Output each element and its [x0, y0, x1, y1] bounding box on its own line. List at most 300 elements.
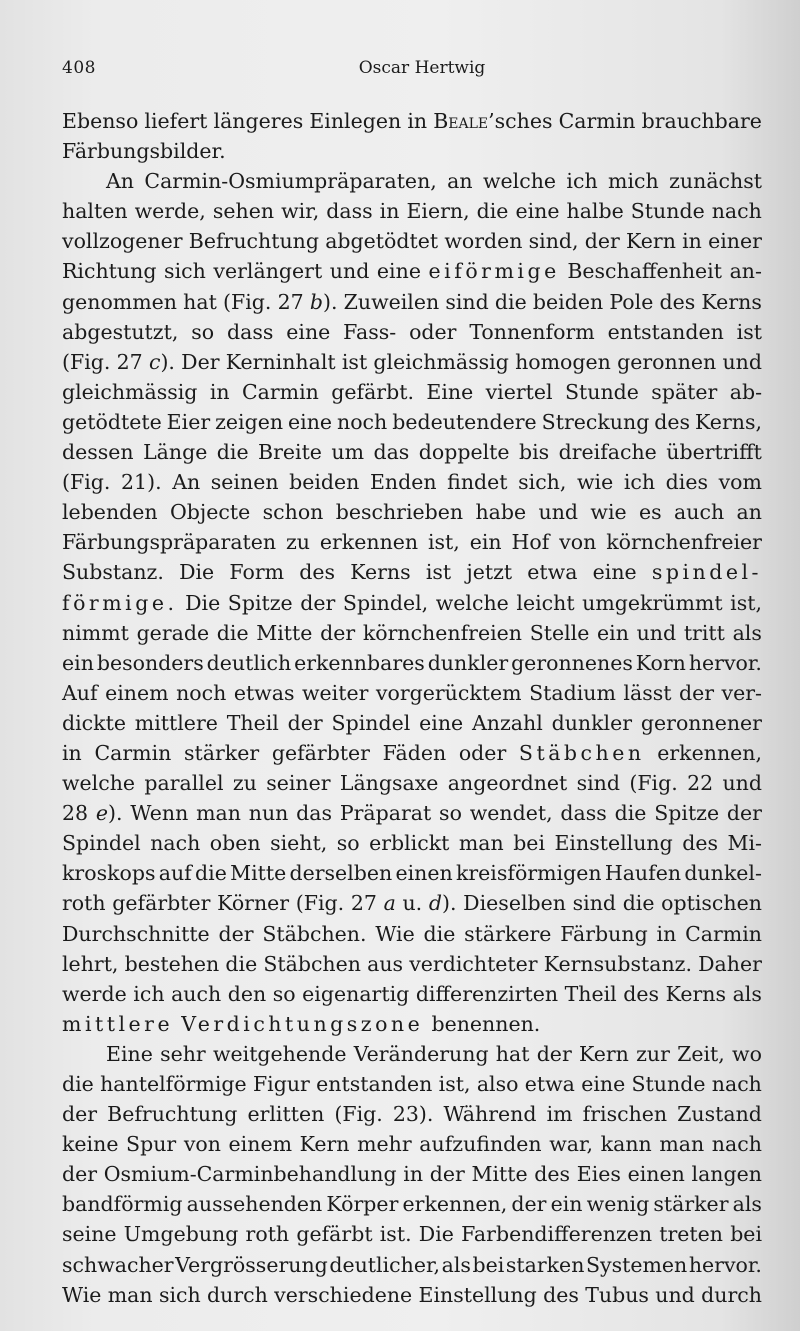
word: so [191, 319, 215, 344]
word: und [538, 500, 579, 525]
word: Anzahl [471, 710, 543, 735]
word: an [447, 169, 473, 194]
word: die [476, 199, 509, 224]
word: abgetödtet [325, 229, 439, 254]
word: (Fig. [62, 470, 111, 495]
word: Kerns, [695, 409, 762, 434]
word: vorgerücktem [375, 680, 522, 705]
word: dies [665, 470, 708, 495]
word: jetzt [466, 560, 513, 585]
word: und [655, 1282, 695, 1307]
word: Der [181, 349, 220, 374]
word: entstanden [316, 1072, 433, 1096]
word: Einstellung [554, 831, 673, 856]
word: die [195, 861, 227, 886]
word: Kern [578, 1041, 629, 1066]
word: Haufen [604, 861, 682, 886]
word: dreifache [558, 440, 657, 465]
word: Spindel, [342, 590, 429, 615]
text-line [62, 1069, 762, 1099]
word: ein [469, 530, 502, 555]
word: den [227, 981, 267, 1006]
word: erblickt [369, 831, 450, 856]
word: erkennen [319, 530, 419, 555]
word-group [149, 347, 175, 377]
word: langen [691, 1162, 762, 1187]
word: ein [550, 1192, 583, 1217]
word: welche [482, 169, 557, 194]
word: Kernsubstanz. [543, 951, 692, 976]
word: ). [442, 891, 457, 916]
text-line [62, 196, 762, 226]
word: mittlere [62, 1011, 174, 1036]
word: wenig [586, 1192, 650, 1217]
word: Spur [126, 1132, 177, 1157]
word: erlitten [247, 1102, 325, 1127]
word: stärker [184, 740, 260, 765]
word: Auf [62, 680, 98, 705]
word: oben [209, 831, 261, 856]
word: hantelförmige [100, 1072, 247, 1096]
word: gefärbt [296, 1222, 373, 1247]
word: Ebenso [62, 109, 139, 133]
word: nach [711, 1132, 762, 1157]
word: eine [581, 1072, 626, 1096]
word: deutlicher, [329, 1252, 441, 1277]
page-number: 408 [62, 58, 96, 78]
text-line [62, 1129, 762, 1159]
text-line [62, 1009, 762, 1039]
text-line [62, 648, 762, 678]
word: die [62, 1072, 94, 1096]
word: des [623, 981, 660, 1006]
word: Carmin [685, 921, 762, 946]
word: zu [232, 771, 257, 796]
word: Carmin [241, 379, 319, 404]
word: aussehenden [186, 1192, 323, 1217]
word: Kerninhalt [225, 349, 336, 374]
word: und [636, 620, 677, 645]
word: Breite [258, 440, 322, 465]
word: eine [286, 319, 331, 344]
word: 22 [687, 771, 714, 796]
word: Durchschnitte [62, 921, 210, 946]
word: in [682, 229, 702, 254]
word: Spitze [227, 590, 293, 615]
word: findet [447, 470, 508, 495]
word: Form [229, 560, 285, 585]
word: Mi- [727, 831, 762, 856]
word: Präparat [339, 801, 432, 826]
word: differenzirten [415, 981, 559, 1006]
word: bei [730, 1222, 762, 1247]
text-line [62, 497, 762, 527]
word: Länge [143, 440, 208, 465]
word: lässt [623, 680, 672, 705]
word: als [732, 981, 762, 1006]
word: die [494, 289, 527, 314]
word: der [536, 1041, 572, 1066]
text-line [62, 557, 762, 587]
word: man [659, 1132, 705, 1157]
word: doppelte [418, 440, 510, 465]
word: sind [572, 891, 617, 916]
word: Kern [299, 1132, 350, 1157]
word: Spindel [62, 831, 141, 856]
word: einem [228, 1132, 293, 1157]
word: sich [164, 259, 206, 284]
word: nimmt [62, 620, 129, 645]
word: so [439, 801, 462, 826]
word: angeordnet [447, 771, 568, 796]
word: dunkler [427, 650, 509, 675]
word: Tubus [585, 1282, 649, 1307]
word: die [423, 921, 456, 946]
word: Beschaffenheit [567, 259, 722, 284]
word: Wie [375, 921, 415, 946]
word: die [216, 440, 249, 465]
word: etwa [527, 560, 578, 585]
text-line [62, 317, 762, 347]
word: zur [636, 1041, 670, 1066]
word: stärker [653, 1192, 729, 1217]
word-group [429, 888, 457, 918]
word: ein [597, 620, 629, 645]
word: ist [425, 560, 452, 585]
word: sich, [518, 470, 567, 495]
word-group [310, 287, 338, 317]
word: Wie [62, 1282, 102, 1307]
text-line [62, 738, 762, 768]
word: der [320, 620, 356, 645]
word: Die [185, 590, 221, 615]
word: Einstellung [418, 1282, 537, 1307]
word: mich [608, 169, 659, 194]
word: ’sches [488, 109, 553, 133]
word: mehr [357, 1132, 412, 1157]
word: derselben [289, 861, 393, 886]
word: durch [701, 1282, 762, 1307]
word: Zuweilen [343, 289, 440, 314]
text-line [62, 1219, 762, 1249]
word: als [732, 620, 762, 645]
word: Kern [626, 229, 676, 254]
text-line [62, 226, 762, 256]
word: halbe [566, 199, 624, 224]
text-line [62, 166, 762, 196]
word: Veränderung [353, 1041, 489, 1066]
word: und [722, 771, 762, 796]
word: a [383, 891, 396, 916]
word: Eine [106, 1041, 153, 1066]
word: so [336, 831, 360, 856]
word: 27 [350, 891, 377, 916]
word: weitgehende [212, 1041, 347, 1066]
word: etwa [524, 1072, 575, 1096]
word: Theil [564, 981, 617, 1006]
word: des [659, 289, 696, 314]
word: Korn [635, 650, 686, 675]
word: längeres [213, 109, 304, 133]
word: treten [659, 1222, 723, 1247]
word: gleichmässig [373, 349, 509, 374]
word: Tonnenform [469, 319, 595, 344]
word: Zustand [677, 1102, 762, 1127]
word: man [107, 1282, 153, 1307]
word: vom [718, 470, 762, 495]
word: wie [590, 500, 627, 525]
word: beiden [532, 289, 604, 314]
word: bandförmig [62, 1192, 183, 1217]
word: starken [505, 1252, 585, 1277]
word: und [329, 259, 370, 284]
word: Färbungsbilder. [62, 139, 226, 164]
word: also [476, 1072, 519, 1096]
word: bedeutendere [392, 409, 537, 434]
word: Fass- [343, 319, 397, 344]
word: Kerns [350, 560, 411, 585]
word: wir, [281, 199, 320, 224]
word: Spitze [654, 801, 720, 826]
word: das [373, 440, 410, 465]
word: Eies [576, 1162, 621, 1187]
word: von [559, 530, 597, 555]
word: Enden [369, 470, 437, 495]
text-line [62, 798, 762, 828]
word: vollzogener [62, 229, 183, 254]
word: zunächst [669, 169, 762, 194]
word: worden [444, 229, 523, 254]
text-line [62, 1189, 762, 1219]
word: ). [160, 349, 175, 374]
word: ist, [427, 530, 460, 555]
word: des [654, 409, 691, 434]
word: An [172, 470, 201, 495]
word: der [218, 921, 254, 946]
word: ). [322, 289, 338, 314]
word: ver- [721, 680, 762, 705]
word: Eiern, [406, 199, 470, 224]
word: verlängert [213, 259, 323, 284]
word: Körper [326, 1192, 399, 1217]
word: Wenn [130, 801, 189, 826]
word: einer [708, 229, 762, 254]
word: An [106, 169, 135, 194]
word: Carmin [558, 109, 636, 133]
word: Befruchtung [188, 229, 320, 254]
page-header [62, 58, 762, 88]
text-line [62, 1280, 762, 1310]
word: eine [592, 560, 637, 585]
word: das [296, 801, 333, 826]
word: d [428, 891, 442, 916]
text-line [62, 858, 762, 888]
word: 27 [277, 289, 304, 314]
word: Kerns [665, 981, 727, 1006]
word-group [433, 106, 552, 136]
word: gefärbter [271, 740, 370, 765]
word: schon [262, 500, 324, 525]
word: erkennen, [402, 1192, 508, 1217]
word: deutlich [206, 650, 292, 675]
word: der [584, 229, 620, 254]
word: abgestutzt, [62, 319, 179, 344]
word: ist [341, 349, 368, 374]
word: der [511, 1192, 547, 1217]
text-line [62, 287, 762, 317]
word: einen [395, 861, 453, 886]
word: Farbendifferenzen [461, 1222, 653, 1247]
word: von [183, 1132, 221, 1157]
word: hervor. [688, 1252, 762, 1277]
word: dunkler [551, 710, 633, 735]
word: an- [729, 259, 762, 284]
word: nach [150, 831, 201, 856]
word: der [429, 1162, 465, 1187]
word: wendet, [469, 801, 553, 826]
word: sehr [160, 1041, 206, 1066]
word: gefärbter [112, 891, 211, 916]
word: die [225, 951, 258, 976]
word: der [62, 1162, 98, 1187]
word: entstanden [607, 319, 724, 344]
word: Pole [609, 289, 654, 314]
word: seiner [266, 771, 331, 796]
word: sind, [528, 229, 579, 254]
word: in [62, 740, 82, 765]
word: Färbung [560, 921, 648, 946]
word: Zeit, [677, 1041, 725, 1066]
word: stärkere [464, 921, 552, 946]
word: Hof [511, 530, 550, 555]
word: wie [576, 470, 614, 495]
word: förmige. [62, 590, 178, 615]
word: der [287, 710, 323, 735]
word: leicht [516, 590, 575, 615]
word: verschiedene [274, 1282, 413, 1307]
word: seinen [210, 470, 279, 495]
word: erkennen, [657, 740, 762, 765]
word: bei [513, 831, 545, 856]
running-head: Oscar Hertwig [358, 58, 486, 78]
word: Spindel [331, 710, 411, 735]
text-line [62, 347, 762, 377]
word: Einlegen [309, 109, 402, 133]
word: dass [226, 319, 274, 344]
word: lehrt, [62, 951, 119, 976]
word: verdichteter [409, 951, 538, 976]
word: Eine [426, 379, 474, 404]
word: Systemen [585, 1252, 688, 1277]
word: (Fig. [629, 771, 678, 796]
word: Stadium [529, 680, 616, 705]
word: nach [711, 199, 762, 224]
text-line [62, 888, 762, 918]
word: c [148, 349, 161, 374]
word: eigenartig [302, 981, 410, 1006]
word: brauchbare [641, 109, 762, 133]
word: wo [732, 1041, 762, 1066]
word: in [656, 921, 677, 946]
text-line [62, 1099, 762, 1129]
word: hat [183, 289, 217, 314]
word: ist [736, 319, 762, 344]
word: Während [443, 1102, 537, 1127]
word: oder [409, 319, 457, 344]
word: bestehen [124, 951, 220, 976]
word: weiter [301, 680, 369, 705]
word: auch [674, 500, 725, 525]
word: kreisförmigen [455, 861, 602, 886]
word: bei [472, 1252, 505, 1277]
word: Stäbchen. [262, 921, 367, 946]
word: 28 [62, 801, 89, 826]
word: schwacher [62, 1252, 174, 1277]
word: zu [285, 530, 310, 555]
word: Die [418, 1222, 454, 1247]
word: tritt [683, 620, 725, 645]
word: Umgebung [123, 1222, 239, 1247]
word: Theil [226, 710, 279, 735]
word: (Fig. [295, 891, 345, 916]
word: keine [62, 1132, 119, 1157]
word: des [534, 1162, 571, 1187]
word: man [458, 831, 504, 856]
word: dass [326, 199, 373, 224]
word: Körner [217, 891, 290, 916]
word: Daher [698, 951, 762, 976]
text-line [62, 437, 762, 467]
word: roth [245, 1222, 290, 1247]
word: viertel [485, 379, 553, 404]
word: zeigen [215, 409, 284, 434]
word: oder [458, 740, 507, 765]
word: sieht, [270, 831, 328, 856]
word: eine [288, 409, 333, 434]
word: des [543, 1282, 579, 1307]
word: werde [62, 981, 127, 1006]
word: liefert [144, 109, 208, 133]
word: Beale [433, 109, 489, 133]
word: durch [207, 1282, 268, 1307]
word: im [546, 1102, 573, 1127]
word: noch [337, 409, 388, 434]
word: Substanz. [62, 560, 164, 585]
word: b [309, 289, 323, 314]
text-line [62, 588, 762, 618]
word: der [726, 801, 762, 826]
text-line [62, 1250, 762, 1280]
word: dunkel- [684, 861, 762, 886]
text-line [62, 407, 762, 437]
word: Stunde [564, 379, 639, 404]
word: parallel [144, 771, 224, 796]
word: die [216, 620, 249, 645]
word: der [300, 590, 336, 615]
word: mittlere [134, 710, 218, 735]
word: (Fig. [223, 289, 272, 314]
word: ich [566, 169, 598, 194]
text-line [62, 1159, 762, 1189]
word: auch [171, 981, 222, 1006]
word: Fäden [382, 740, 447, 765]
word: Streckung [541, 409, 650, 434]
word: Carmin-Osmiumpräparaten, [144, 169, 437, 194]
word: Längsaxe [339, 771, 439, 796]
word: gefärbt. [331, 379, 414, 404]
word: in [209, 379, 230, 404]
word: Figur [252, 1072, 310, 1096]
